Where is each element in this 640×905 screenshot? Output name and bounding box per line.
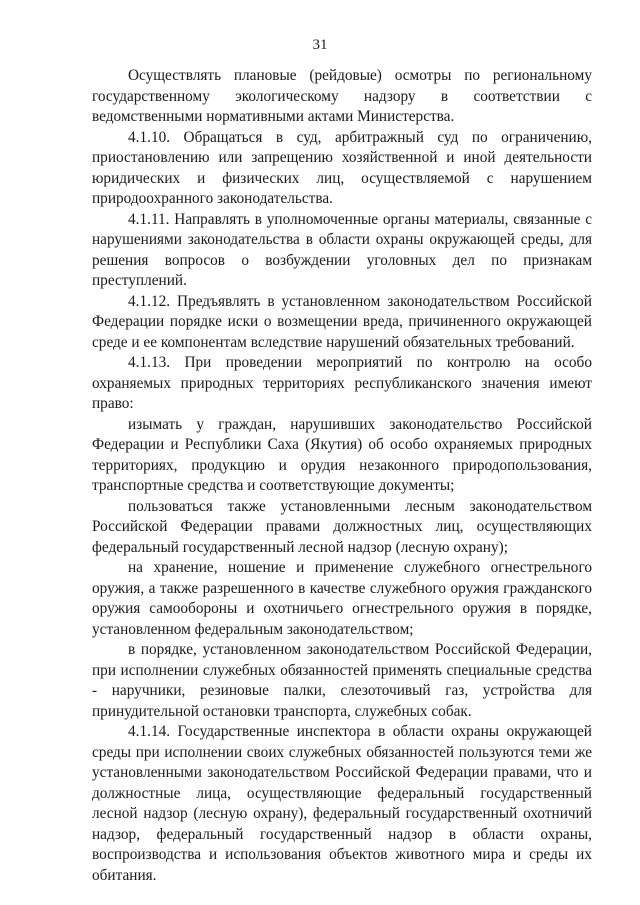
paragraph-special-means: в порядке, установленном законодательством Российской Федерации, при исполнении служебных обязанностей применять специальные средства - наручники, резиновые палки, слезоточивый газ, устройства для принудительной остановки транспорта, служебных собак. bbox=[92, 641, 592, 720]
paragraph-4-1-12: 4.1.12. Предъявлять в установленном законодательством Российской Федерации порядке иски о возмещении вреда, причиненного окружающей среде и ее компонентам вследствие нарушений обязательных требований. bbox=[92, 292, 592, 351]
paragraph-4-1-14: 4.1.14. Государственные инспектора в области охраны окружающей среды при исполнении своих служебных обязанностей пользуются теми же установленными законодательством Российской Федерации правами, что и должностные лица, осуществляющие федеральный государственный лесной надзор (лесную охрану), федеральный государственный охотничий надзор, федеральный государственный надзор в области охраны, воспроизводства и использования объектов животного мира и среды их обитания. bbox=[92, 723, 592, 884]
paragraph-weapons: на хранение, ношение и применение служебного огнестрельного оружия, а также разрешенного в качестве служебного оружия гражданского оружия самообороны и охотничьего огнестрельного оружия в порядке, установленном федеральным законодательством; bbox=[92, 559, 592, 638]
paragraph-seize-items: изымать у граждан, нарушивших законодательство Российской Федерации и Республики Саха (Якутия) об особо охраняемых природных территориях, продукцию и орудия незаконного природопользования, транспортные средства и соответствующие документы; bbox=[92, 415, 592, 494]
paragraph-4-1-10: 4.1.10. Обращаться в суд, арбитражный суд по ограничению, приостановлению или запрещению хозяйственной и иной деятельности юридических и физических лиц, осуществляемой с нарушением природоохранного законодательства. bbox=[92, 128, 592, 207]
paragraph-4-1-13: 4.1.13. При проведении мероприятий по контролю на особо охраняемых природных территориях республиканского значения имеют право: bbox=[92, 354, 592, 412]
document-body bbox=[92, 66, 592, 886]
page-number: 31 bbox=[312, 37, 328, 53]
paragraph-inspections: Осуществлять плановые (рейдовые) осмотры по региональному государственному экологическому надзору в соответствии с ведомственными нормативными актами Министерства. bbox=[92, 67, 592, 125]
paragraph-forest-rights: пользоваться также установленными лесным законодательством Российской Федерации правами должностных лиц, осуществляющих федеральный государственный лесной надзор (лесную охрану); bbox=[92, 497, 592, 556]
paragraph-4-1-11: 4.1.11. Направлять в уполномоченные органы материалы, связанные с нарушениями законодательства в области охраны окружающей среды, для решения вопросов о возбуждении уголовных дел по признакам преступлений. bbox=[92, 210, 592, 289]
